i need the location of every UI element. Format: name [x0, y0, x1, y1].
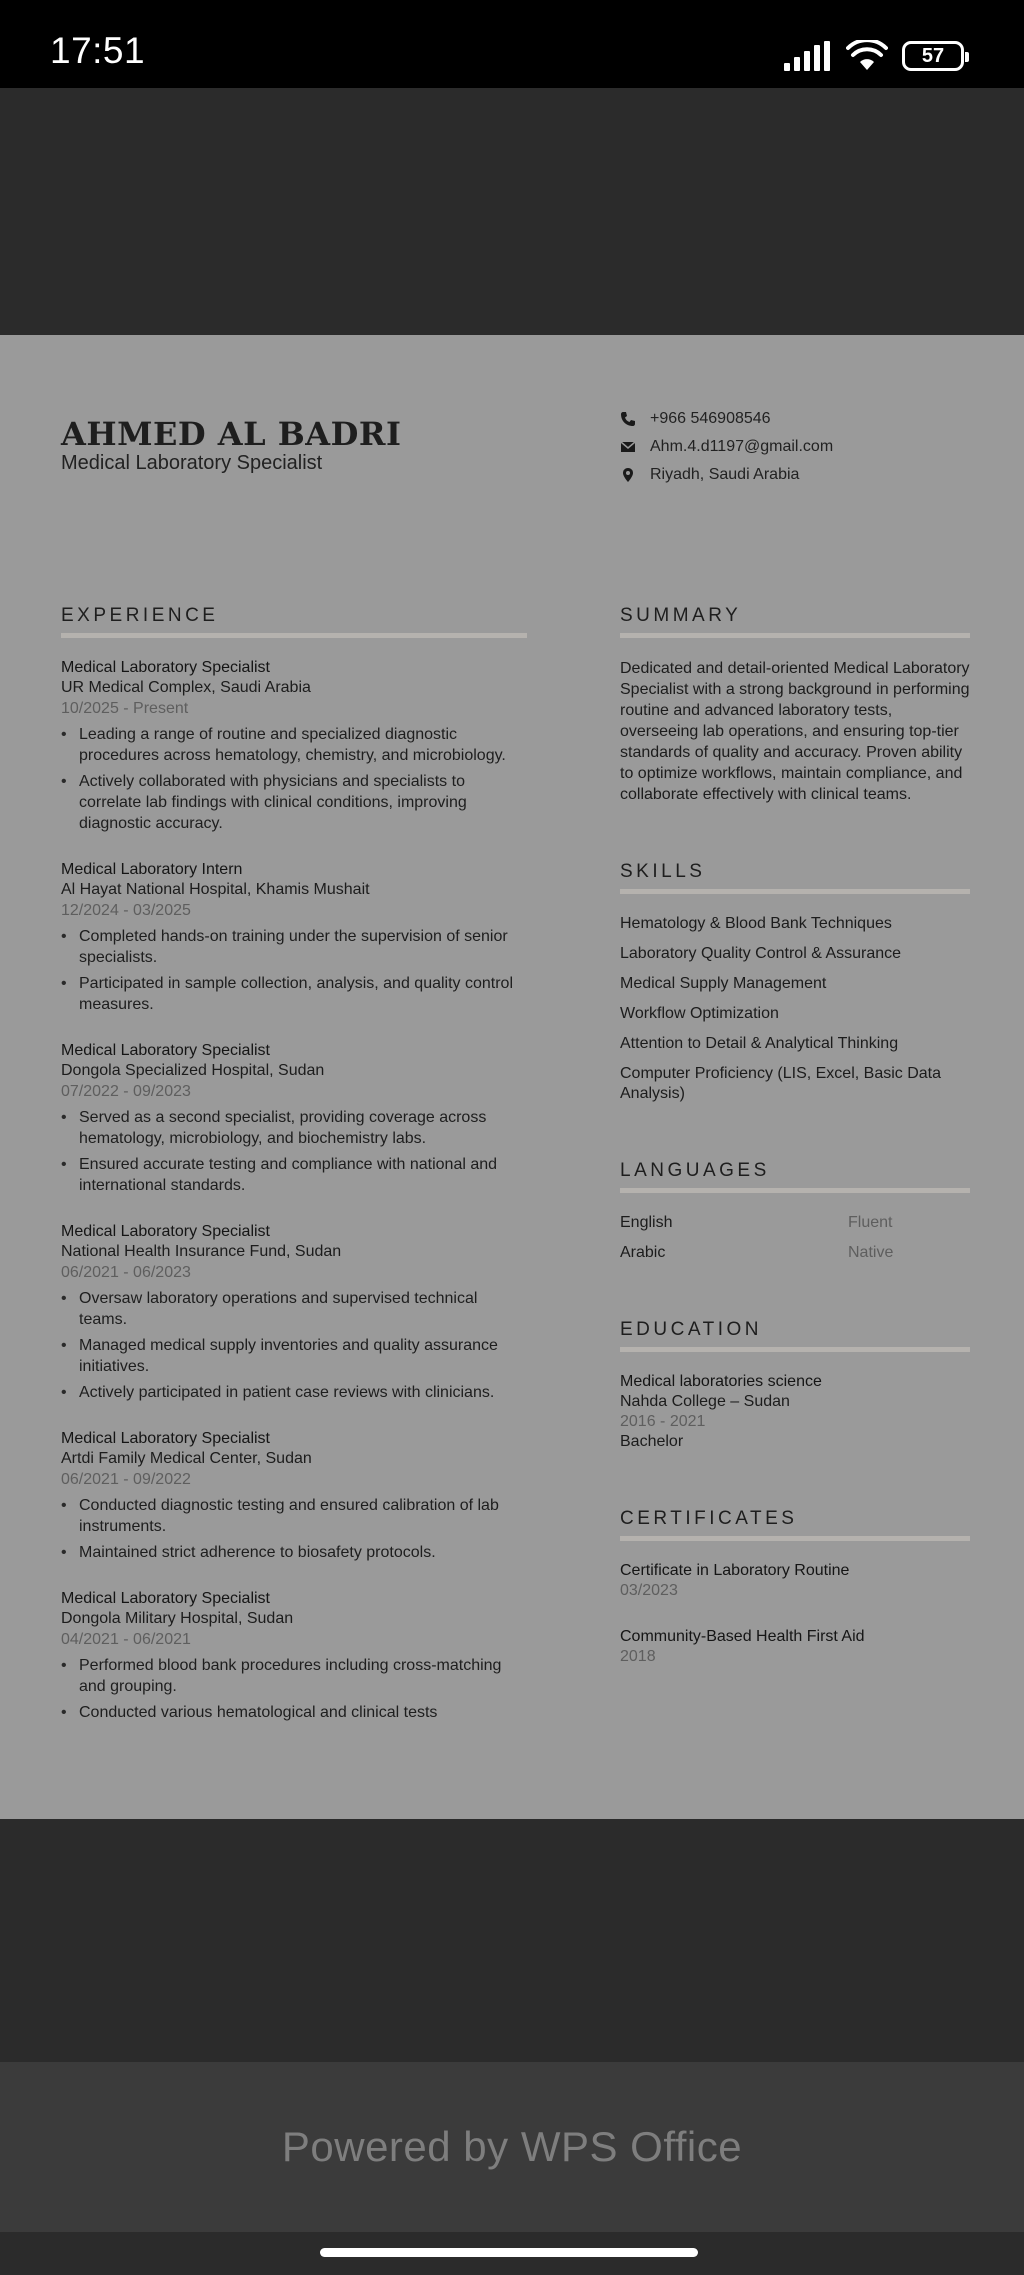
job-bullets [61, 724, 527, 834]
job-organization: UR Medical Complex, Saudi Arabia [61, 679, 311, 696]
education-level: Bachelor [620, 1433, 684, 1450]
language-row [620, 1213, 970, 1233]
experience-item [61, 1589, 527, 1723]
contact-phone [620, 405, 833, 433]
skills-section [620, 861, 970, 1104]
certificate-name: Certificate in Laboratory Routine [620, 1562, 850, 1579]
certificate-name: Community-Based Health First Aid [620, 1628, 865, 1645]
languages-section [620, 1160, 970, 1263]
job-dates: 06/2021 - 09/2022 [61, 1471, 191, 1488]
job-bullets [61, 1655, 527, 1723]
powered-by-text: Powered by WPS Office [281, 2123, 743, 2170]
job-bullet: • Leading a range of routine and specialized diagnostic procedures across hematology, chemistry, and microbiology. [61, 724, 527, 766]
contact-phone-text: +966 546908546 [650, 410, 771, 427]
home-indicator[interactable] [320, 2248, 698, 2257]
gesture-nav-bar [0, 2232, 1024, 2275]
job-bullet: • Completed hands-on training under the supervision of senior specialists. [61, 926, 527, 968]
job-bullet: • Conducted diagnostic testing and ensured calibration of lab instruments. [61, 1495, 527, 1537]
experience-item [61, 658, 527, 834]
section-title: SUMMARY [620, 605, 742, 626]
experience-item [61, 1041, 527, 1196]
experience-item [61, 1222, 527, 1403]
section-title: SKILLS [620, 861, 706, 882]
section-divider [620, 1347, 970, 1352]
experience-list [61, 658, 527, 1723]
powered-by-banner [0, 2062, 1024, 2232]
job-bullet: • Actively collaborated with physicians and specialists to correlate lab findings with clinical conditions, improving diagnostic accuracy. [61, 771, 527, 834]
job-bullets [61, 1107, 527, 1196]
language-level: Native [848, 1244, 894, 1261]
job-dates: 07/2022 - 09/2023 [61, 1083, 191, 1100]
skill-item: Medical Supply Management [620, 975, 827, 992]
skill-item: Computer Proficiency (LIS, Excel, Basic Data Analysis) [620, 1065, 942, 1102]
summary-section [620, 605, 970, 805]
job-title: Medical Laboratory Specialist [61, 1430, 270, 1447]
document-page[interactable] [0, 335, 1024, 1819]
section-divider [620, 1536, 970, 1541]
contact-email-text: Ahm.4.d1197@gmail.com [650, 438, 834, 455]
languages-list [620, 1213, 970, 1263]
section-divider [620, 633, 970, 638]
job-organization: Dongola Military Hospital, Sudan [61, 1610, 294, 1627]
language-name: Arabic [620, 1244, 666, 1261]
certificates-section [620, 1508, 970, 1667]
job-bullet: • Oversaw laboratory operations and supervised technical teams. [61, 1288, 527, 1330]
location-pin-icon [620, 467, 636, 483]
section-title: LANGUAGES [620, 1160, 770, 1181]
section-title: EDUCATION [620, 1319, 762, 1340]
section-title: CERTIFICATES [620, 1508, 798, 1529]
skill-item: Hematology & Blood Bank Techniques [620, 915, 892, 932]
job-organization: Dongola Specialized Hospital, Sudan [61, 1062, 325, 1079]
skill-item: Attention to Detail & Analytical Thinking [620, 1035, 899, 1052]
mail-icon [620, 439, 636, 455]
job-bullet: • Maintained strict adherence to biosafety protocols. [61, 1542, 527, 1563]
job-bullet: • Participated in sample collection, analysis, and quality control measures. [61, 973, 527, 1015]
resume-name: AHMED AL BADRI [61, 415, 402, 453]
certificate-item [620, 1627, 970, 1667]
education-degree: Medical laboratories science [620, 1373, 822, 1390]
language-level: Fluent [848, 1214, 893, 1231]
skill-item: Workflow Optimization [620, 1005, 779, 1022]
job-bullets [61, 926, 527, 1015]
job-bullet: • Actively participated in patient case reviews with clinicians. [61, 1382, 527, 1403]
document-viewer[interactable] [0, 88, 1024, 2062]
education-section [620, 1319, 970, 1452]
job-title: Medical Laboratory Specialist [61, 1590, 270, 1607]
section-divider [620, 1188, 970, 1193]
job-dates: 10/2025 - Present [61, 700, 189, 717]
section-divider [620, 889, 970, 894]
contact-email [620, 433, 833, 461]
job-bullet: • Managed medical supply inventories and quality assurance initiatives. [61, 1335, 527, 1377]
job-title: Medical Laboratory Specialist [61, 1223, 270, 1240]
right-column [620, 605, 970, 1693]
signal-icon [784, 41, 832, 71]
contact-location-text: Riyadh, Saudi Arabia [650, 466, 800, 483]
education-years: 2016 - 2021 [620, 1413, 706, 1430]
job-bullet: • Performed blood bank procedures including cross-matching and grouping. [61, 1655, 527, 1697]
job-dates: 06/2021 - 06/2023 [61, 1264, 191, 1281]
job-title: Medical Laboratory Specialist [61, 1042, 270, 1059]
status-bar [0, 0, 1024, 88]
skill-item: Laboratory Quality Control & Assurance [620, 945, 902, 962]
job-bullet: • Served as a second specialist, providing coverage across hematology, microbiology, and biochemistry labs. [61, 1107, 527, 1149]
phone-icon [620, 411, 636, 427]
contact-location [620, 461, 833, 489]
certificate-item [620, 1561, 970, 1601]
job-bullets [61, 1288, 527, 1403]
certificate-date: 03/2023 [620, 1582, 678, 1599]
summary-text: Dedicated and detail-oriented Medical Laboratory Specialist with a strong background in performing routine and advanced laboratory tests, overseeing lab operations, and ensuring top-tier standards of quality and accuracy. Proven ability to optimize workflows, maintain compliance, and collaborate effectively with clinical teams. [620, 660, 970, 803]
job-bullet: • Ensured accurate testing and compliance with national and international standards. [61, 1154, 527, 1196]
contact-block [620, 405, 833, 489]
battery-level: 57 [921, 44, 945, 67]
language-row [620, 1243, 970, 1263]
education-school: Nahda College – Sudan [620, 1393, 790, 1410]
certificates-list [620, 1561, 970, 1667]
status-icons [784, 36, 964, 76]
job-dates: 12/2024 - 03/2025 [61, 902, 191, 919]
wifi-icon [846, 40, 888, 72]
experience-section [61, 605, 527, 1749]
job-organization: National Health Insurance Fund, Sudan [61, 1243, 342, 1260]
section-divider [61, 633, 527, 638]
job-bullets [61, 1495, 527, 1563]
language-name: English [620, 1214, 673, 1231]
job-organization: Artdi Family Medical Center, Sudan [61, 1450, 312, 1467]
resume-role: Medical Laboratory Specialist [61, 452, 323, 474]
status-time: 17:51 [50, 30, 146, 71]
job-title: Medical Laboratory Intern [61, 861, 243, 878]
section-title: EXPERIENCE [61, 605, 219, 626]
job-organization: Al Hayat National Hospital, Khamis Mushait [61, 881, 370, 898]
battery-icon [902, 41, 964, 71]
experience-item [61, 1429, 527, 1563]
certificate-date: 2018 [620, 1648, 656, 1665]
job-bullet: • Conducted various hematological and clinical tests [61, 1702, 527, 1723]
job-dates: 04/2021 - 06/2021 [61, 1631, 191, 1648]
job-title: Medical Laboratory Specialist [61, 659, 270, 676]
experience-item [61, 860, 527, 1015]
skills-list [620, 914, 970, 1104]
